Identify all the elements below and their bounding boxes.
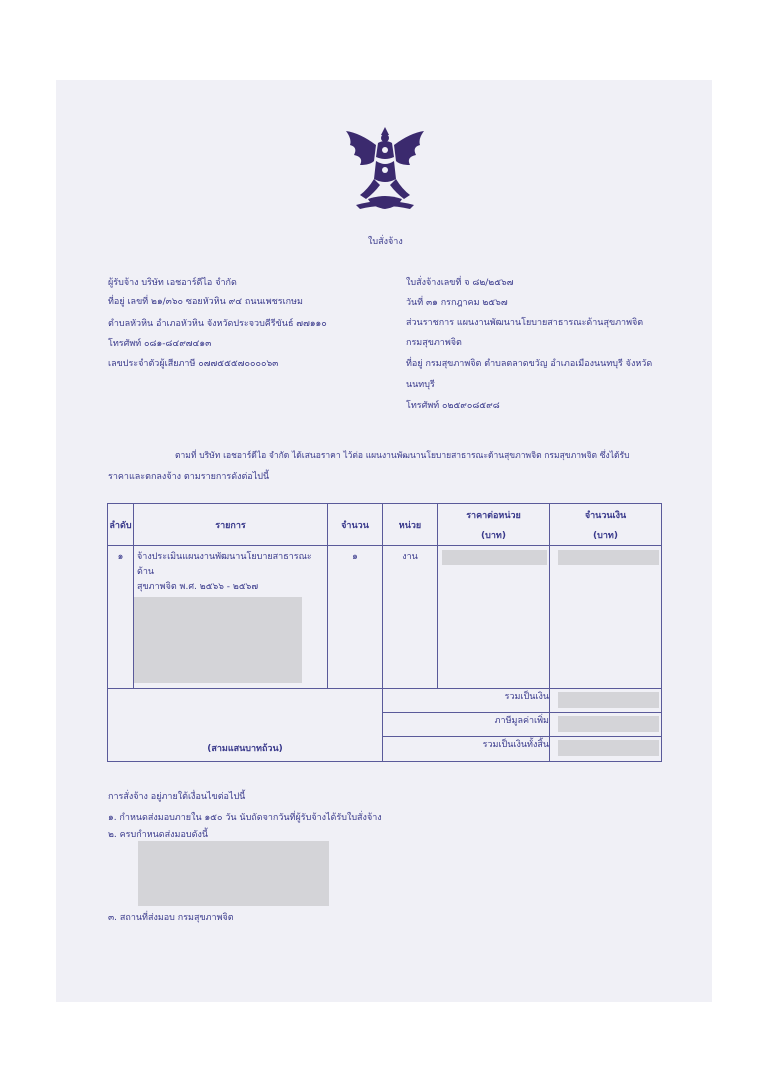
row-no: ๑ — [117, 552, 124, 562]
contractor-name: ผู้รับจ้าง บริษัท เอชอาร์ดีไอ จำกัด — [108, 278, 237, 288]
redacted-delivery-schedule — [138, 841, 329, 906]
header-amount-sub: (บาท) — [593, 530, 618, 541]
agency-line2: กรมสุขภาพจิต — [406, 338, 462, 348]
conditions-heading: การสั่งจ้าง อยู่ภายใต้เงื่อนไขต่อไปนี้ — [108, 792, 246, 802]
agency-address-line2: นนทบุรี — [406, 380, 435, 390]
table-header-row — [108, 504, 662, 546]
redacted-subtotal — [558, 692, 659, 708]
redacted-amount — [558, 550, 659, 565]
contractor-tax-id: เลขประจำตัวผู้เสียภาษี ๐๗๗๕๕๕๗๐๐๐๐๖๓ — [108, 359, 279, 369]
redacted-vat — [558, 716, 659, 732]
order-number: ใบสั่งจ้างเลขที่ จ ๘๒/๒๕๖๗ — [406, 278, 514, 288]
condition-item-1: ๑. กำหนดส่งมอบภายใน ๑๕๐ วัน นับถัดจากวันที่ผู้รับจ้างได้รับใบสั่งจ้าง — [108, 813, 382, 823]
header-no: ลำดับ — [108, 504, 134, 546]
row-item-line2: สุขภาพจิต พ.ศ. ๒๕๖๖ - ๒๕๖๗ — [137, 582, 259, 592]
agency-line1: ส่วนราชการ แผนงานพัฒนานโยบายสาธารณะด้านสุขภาพจิต — [406, 318, 644, 328]
intro-line2: ราคาและตกลงจ้าง ตามรายการดังต่อไปนี้ — [108, 472, 270, 482]
redacted-total — [558, 740, 659, 756]
subtotal-label: รวมเป็นเงิน — [383, 689, 550, 713]
amount-in-words: (สามแสนบาทถ้วน) — [108, 689, 383, 762]
row-item-line1: จ้างประเมินแผนงานพัฒนานโยบายสาธารณะด้าน — [137, 552, 312, 577]
total-label: รวมเป็นเงินทั้งสิ้น — [383, 737, 550, 762]
contractor-address-line1: ที่อยู่ เลขที่ ๒๑/๓๖๐ ซอยหัวหิน ๙๔ ถนนเพชรเกษม — [108, 297, 303, 307]
condition-item-3: ๓. สถานที่ส่งมอบ กรมสุขภาพจิต — [108, 913, 234, 923]
header-unit-price — [438, 504, 550, 546]
header-item: รายการ — [134, 504, 328, 546]
intro-line1: ตามที่ บริษัท เอชอาร์ดีไอ จำกัด ได้เสนอราคา ไว้ต่อ แผนงานพัฒนานโยบายสาธารณะด้านสุขภาพจิต กรมสุขภาพจิต ซึ่งได้รับ — [175, 451, 630, 461]
contractor-address-line2: ตำบลหัวหิน อำเภอหัวหิน จังหวัดประจวบคีรีขันธ์ ๗๗๑๑๐ — [108, 319, 327, 329]
order-date: วันที่ ๓๑ กรกฎาคม ๒๕๖๗ — [406, 298, 508, 308]
summary-row-subtotal — [108, 689, 662, 713]
document-title: ใบสั่งจ้าง — [368, 237, 403, 247]
row-unit: งาน — [402, 552, 418, 562]
header-unit-price-sub: (บาท) — [481, 530, 506, 541]
header-qty: จำนวน — [328, 504, 383, 546]
header-amount — [550, 504, 662, 546]
agency-phone: โทรศัพท์ ๐๒๕๙๐๘๕๙๘ — [406, 401, 500, 411]
condition-item-2: ๒. ครบกำหนดส่งมอบดังนี้ — [108, 830, 208, 840]
header-amount-label: จำนวนเงิน — [584, 510, 627, 521]
redacted-item-detail — [134, 597, 302, 683]
vat-label: ภาษีมูลค่าเพิ่ม — [383, 713, 550, 737]
row-qty: ๑ — [352, 552, 358, 562]
header-unit-price-label: ราคาต่อหน่วย — [466, 510, 521, 521]
items-table — [107, 503, 662, 762]
garuda-emblem-icon — [338, 123, 432, 215]
agency-address-line1: ที่อยู่ กรมสุขภาพจิต ตำบลตลาดขวัญ อำเภอเมืองนนทบุรี จังหวัด — [406, 359, 653, 369]
redacted-unit-price — [442, 550, 547, 565]
table-row — [108, 546, 662, 689]
contractor-phone: โทรศัพท์ ๐๘๑-๘๔๙๗๔๑๓ — [108, 339, 212, 349]
header-unit: หน่วย — [383, 504, 438, 546]
